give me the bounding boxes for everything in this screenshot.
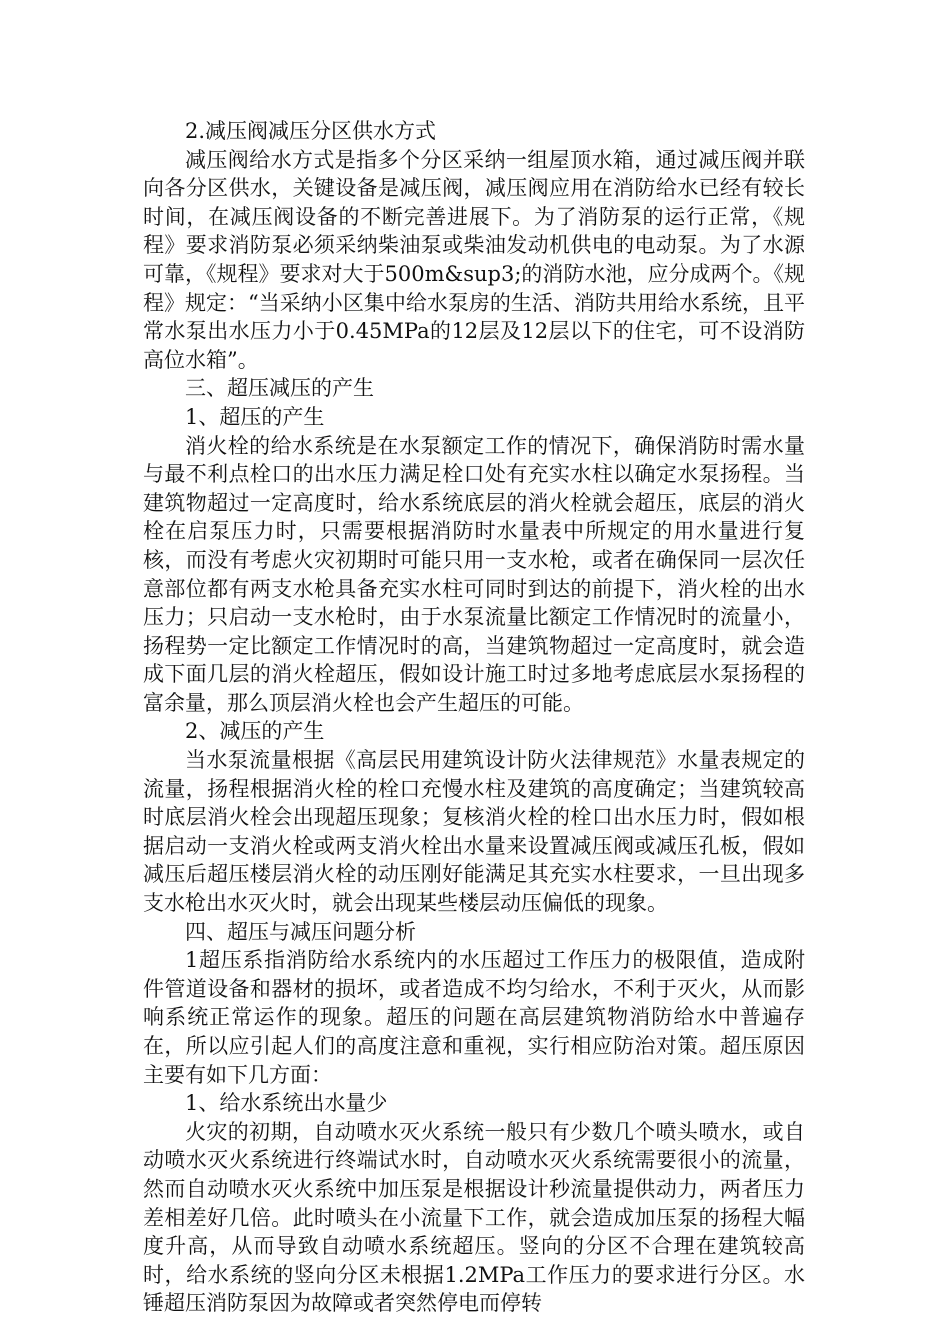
subheading-1-overpressure: 1、超压的产生 [185, 404, 325, 429]
paragraph-hydrant-overpressure: 消火栓的给水系统是在水泵额定工作的情况下，确保消防时需水量与最不利点栓口的出水压力满足栓口处有充实水柱以确定水泵扬程。当建筑物超过一定高度时，给水系统底层的消火栓就会超压，底层的消火栓在启泵压力时，只需要根据消防时水量表中所规定的用水量进行复核，而没有考虑火灾初期时可能只用一支水枪，或者在确保同一层次任意部位都有两支水枪具备充实水柱可同时到达的前提下，消火栓的出水压力；只启动一支水枪时，由于水泵流量比额定工作情况时的流量小，扬程势一定比额定工作情况时的高，当建筑物超过一定高度时，就会造成下面几层的消火栓超压，假如设计施工时过多地考虑底层水泵扬程的富余量，那么顶层消火栓也会产生超压的可能。 [143, 433, 805, 715]
paragraph-sprinkler-overpressure: 火灾的初期，自动喷水灭火系统一般只有少数几个喷头喷水，或自动喷水灭火系统进行终端试水时，自动喷水灭火系统需要很小的流量，然而自动喷水灭火系统中加压泵是根据设计秒流量提供动力，两者压力差相差好几倍。此时喷头在小流量下工作，就会造成加压泵的扬程大幅度升高，从而导致自动喷水系统超压。竖向的分区不合理在建筑较高时，给水系统的竖向分区未根据1.2MPa工作压力的要求进行分区。水锤超压消防泵因为故障或者突然停电而停转 [143, 1119, 805, 1316]
paragraph-reducing-valve-method: 减压阀给水方式是指多个分区采纳一组屋顶水箱，通过减压阀并联向各分区供水，关键设备是减压阀，减压阀应用在消防给水已经有较长时间，在减压阀设备的不断完善进展下。为了消防泵的运行正常，《规程》要求消防泵必须采纳柴油泵或柴油发动机供电的电动泵。为了水源可靠，《规程》要求对大于500m&sup3;的消防水池，应分成两个。《规程》规定：“当采纳小区集中给水泵房的生活、消防共用给水系统，且平常水泵出水压力小于0.45MPa的12层及12层以下的住宅，可不设消防高位水箱”。 [143, 147, 805, 372]
document-page [143, 117, 805, 1318]
paragraph-overpressure-definition: 1超压系指消防给水系统内的水压超过工作压力的极限值，造成附件管道设备和器材的损坏，或者造成不均匀给水，不利于灭火，从而影响系统正常运作的现象。超压的问题在高层建筑物消防给水中普遍存在，所以应引起人们的高度注意和重视，实行相应防治对策。超压原因主要有如下几方面： [143, 948, 805, 1087]
subheading-2-pressure-reduction: 2、减压的产生 [185, 719, 325, 744]
paragraph-pressure-reduction: 当水泵流量根据《高层民用建筑设计防火法律规范》水量表规定的流量，扬程根据消火栓的栓口充慢水柱及建筑的高度确定；当建筑较高时底层消火栓会出现超压现象；复核消火栓的栓口出水压力时，假如根据启动一支消火栓或两支消火栓出水量来设置减压阀或减压孔板，假如减压后超压楼层消火栓的动压刚好能满足其充实水柱要求，一旦出现多支水枪出水灭火时，就会出现某些楼层动压偏低的现象。 [143, 748, 805, 916]
heading-3-overpressure-origin: 三、超压减压的产生 [185, 376, 374, 401]
heading-4-analysis: 四、超压与减压问题分析 [185, 919, 416, 944]
heading-2-reducing-valve-zoning: 2.减压阀减压分区供水方式 [185, 119, 437, 143]
subheading-1-low-flow: 1、给水系统出水量少 [185, 1091, 388, 1116]
